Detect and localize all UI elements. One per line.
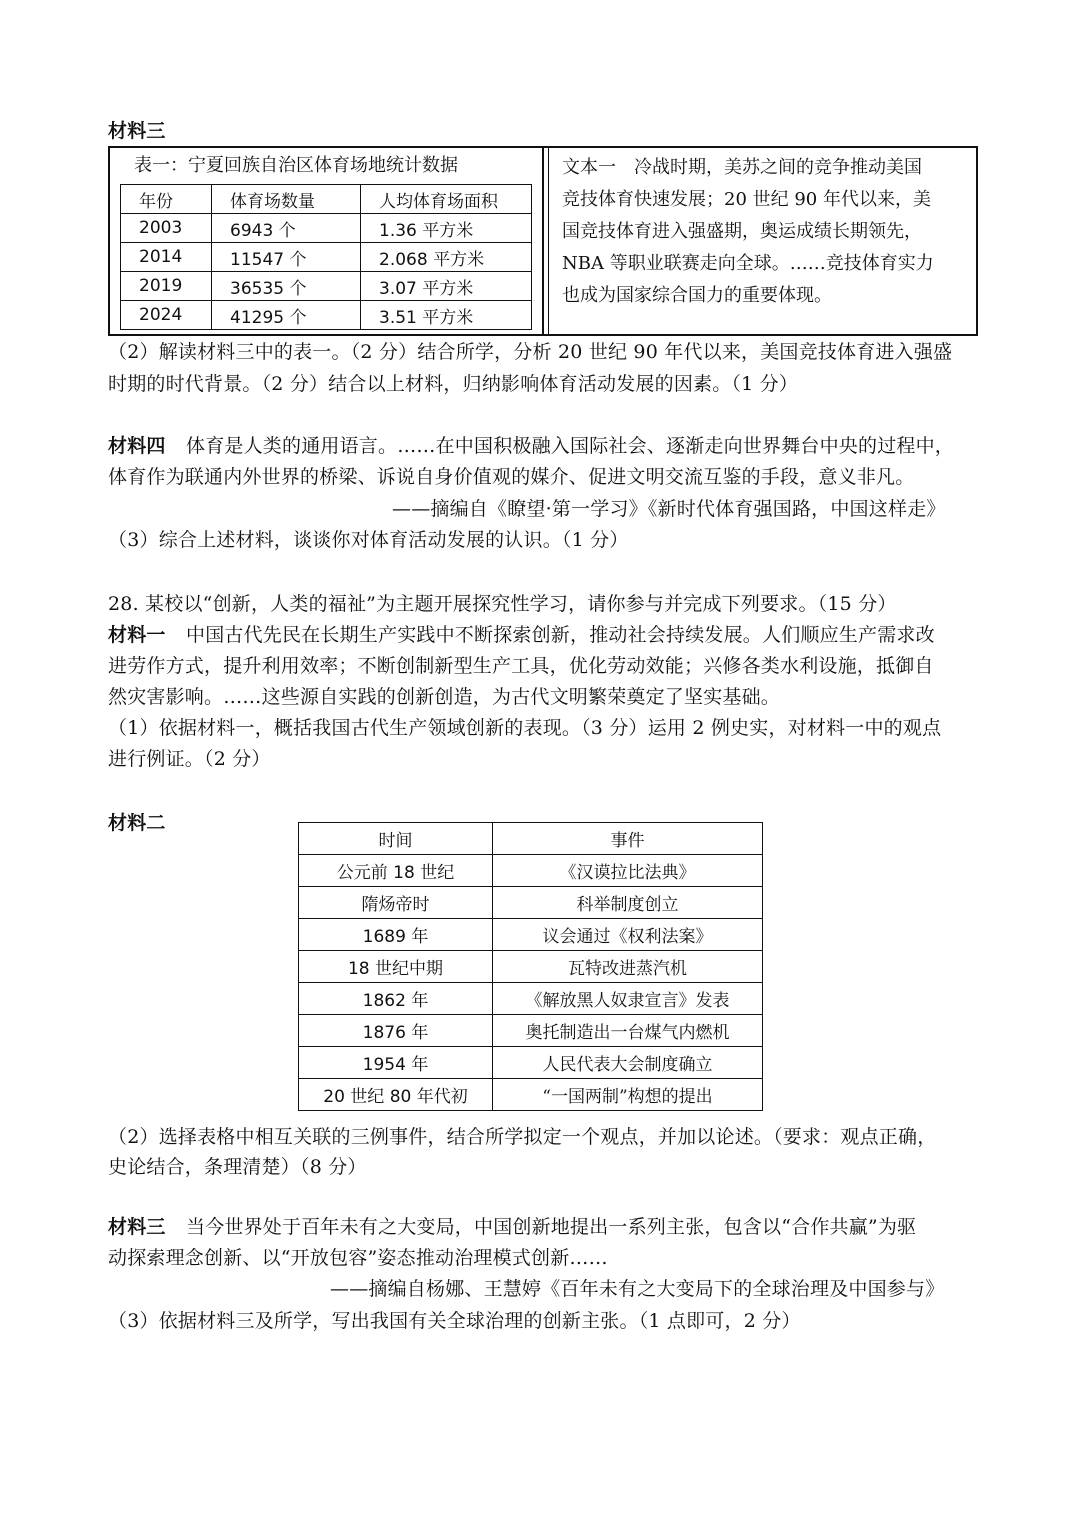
table-header-row <box>121 185 532 214</box>
table-cell: 《解放黑人奴隶宣言》发表 <box>493 983 763 1015</box>
table-row <box>299 951 763 983</box>
question-text: （2）选择表格中相互关联的三例事件，结合所学拟定一个观点，并加以论述。（要求：观点正确， <box>108 1126 937 1148</box>
table-row <box>299 855 763 887</box>
box-divider <box>542 148 544 334</box>
table-row <box>121 301 532 330</box>
table-cell: 奥托制造出一台煤气内燃机 <box>493 1015 763 1047</box>
table-header: 时间 <box>299 823 493 855</box>
material-text: 体育作为联通内外世界的桥梁、诉说自身价值观的媒介、促进文明交流互鉴的手段，意义非凡。 <box>108 466 915 488</box>
material-text: 体育是人类的通用语言。……在中国积极融入国际社会、逐渐走向世界舞台中央的过程中， <box>186 435 955 457</box>
table-cell: 3.07 平方米 <box>361 272 532 301</box>
table-cell: 科举制度创立 <box>493 887 763 919</box>
table-cell: 2014 <box>121 243 212 272</box>
table-row <box>121 214 532 243</box>
table-title: 表一：宁夏回族自治区体育场地统计数据 <box>134 155 458 176</box>
table-row <box>299 1079 763 1111</box>
table-cell: 3.51 平方米 <box>361 301 532 330</box>
stadium-stats-table <box>120 184 532 330</box>
table-header: 年份 <box>121 185 212 214</box>
material-label: 材料二 <box>108 812 166 834</box>
table-cell: 1862 年 <box>299 983 493 1015</box>
question-text: 史论结合，条理清楚）（8 分） <box>108 1156 367 1178</box>
table-cell: 2024 <box>121 301 212 330</box>
question-text: （3）依据材料三及所学，写出我国有关全球治理的创新主张。（1 点即可，2 分） <box>108 1310 801 1332</box>
table-cell: 隋炀帝时 <box>299 887 493 919</box>
table-cell: 36535 个 <box>212 272 361 301</box>
table-cell: 1954 年 <box>299 1047 493 1079</box>
question-text: 时期的时代背景。（2 分）结合以上材料，归纳影响体育活动发展的因素。（1 分） <box>108 373 799 395</box>
text-line: 竞技体育快速发展；20 世纪 90 年代以来，美 <box>562 189 931 210</box>
material-text: 当今世界处于百年未有之大变局，中国创新地提出一系列主张，包含以“合作共赢”为驱 <box>186 1216 917 1238</box>
material-label: 材料三 <box>108 120 166 142</box>
material-text: 中国古代先民在长期生产实践中不断探索创新，推动社会持续发展。人们顺应生产需求改 <box>186 624 935 646</box>
text-line: NBA 等职业联赛走向全球。……竞技体育实力 <box>562 253 934 274</box>
text-one <box>562 152 972 312</box>
source-citation: ——摘编自《瞭望·第一学习》《新时代体育强国路，中国这样走》 <box>392 498 946 520</box>
table-cell: 2.068 平方米 <box>361 243 532 272</box>
question-text: 进行例证。（2 分） <box>108 748 271 770</box>
table-cell: 2019 <box>121 272 212 301</box>
question-text: （2）解读材料三中的表一。（2 分）结合所学，分析 20 世纪 90 年代以来，美国竞技体育进入强盛 <box>108 341 953 363</box>
text-line: 也成为国家综合国力的重要体现。 <box>562 285 832 306</box>
material-three-box <box>108 146 978 336</box>
source-citation: ——摘编自杨娜、王慧婷《百年未有之大变局下的全球治理及中国参与》 <box>330 1278 945 1300</box>
table-cell: 1689 年 <box>299 919 493 951</box>
text-line: 文本一 冷战时期，美苏之间的竞争推动美国 <box>562 157 922 178</box>
table-header: 体育场数量 <box>212 185 361 214</box>
material-label: 材料三 <box>108 1216 166 1238</box>
material-label: 材料四 <box>108 435 166 457</box>
table-cell: 瓦特改进蒸汽机 <box>493 951 763 983</box>
table-cell: 人民代表大会制度确立 <box>493 1047 763 1079</box>
table-cell: 11547 个 <box>212 243 361 272</box>
table-cell: 公元前 18 世纪 <box>299 855 493 887</box>
question-text: （3）综合上述材料，谈谈你对体育活动发展的认识。（1 分） <box>108 529 629 551</box>
question-text: （1）依据材料一，概括我国古代生产领域创新的表现。（3 分）运用 2 例史实，对材料一中的观点 <box>108 717 942 739</box>
table-cell: 1.36 平方米 <box>361 214 532 243</box>
table-row <box>299 983 763 1015</box>
table-header: 事件 <box>493 823 763 855</box>
table-row <box>299 1047 763 1079</box>
table-cell: 20 世纪 80 年代初 <box>299 1079 493 1111</box>
box-divider <box>548 148 549 334</box>
table-cell: 《汉谟拉比法典》 <box>493 855 763 887</box>
material-text: 动探索理念创新、以“开放包容”姿态推动治理模式创新…… <box>108 1247 608 1269</box>
table-row <box>299 1015 763 1047</box>
table-cell: 41295 个 <box>212 301 361 330</box>
events-table <box>298 822 763 1111</box>
table-cell: “一国两制”构想的提出 <box>493 1079 763 1111</box>
table-row <box>121 243 532 272</box>
table-row <box>299 919 763 951</box>
table-row <box>299 887 763 919</box>
table-cell: 议会通过《权利法案》 <box>493 919 763 951</box>
material-text: 进劳作方式，提升利用效率；不断创制新型生产工具，优化劳动效能；兴修各类水利设施，抵御自 <box>108 655 934 677</box>
text-line: 国竞技体育进入强盛期，奥运成绩长期领先， <box>562 221 922 242</box>
material-label: 材料一 <box>108 624 166 646</box>
table-cell: 2003 <box>121 214 212 243</box>
question-stem: 28. 某校以“创新，人类的福祉”为主题开展探究性学习，请你参与并完成下列要求。（15 分） <box>108 593 897 615</box>
table-header: 人均体育场面积 <box>361 185 532 214</box>
material-text: 然灾害影响。……这些源自实践的创新创造，为古代文明繁荣奠定了坚实基础。 <box>108 686 781 708</box>
table-cell: 1876 年 <box>299 1015 493 1047</box>
table-row <box>121 272 532 301</box>
table-cell: 6943 个 <box>212 214 361 243</box>
table-cell: 18 世纪中期 <box>299 951 493 983</box>
table-header-row <box>299 823 763 855</box>
